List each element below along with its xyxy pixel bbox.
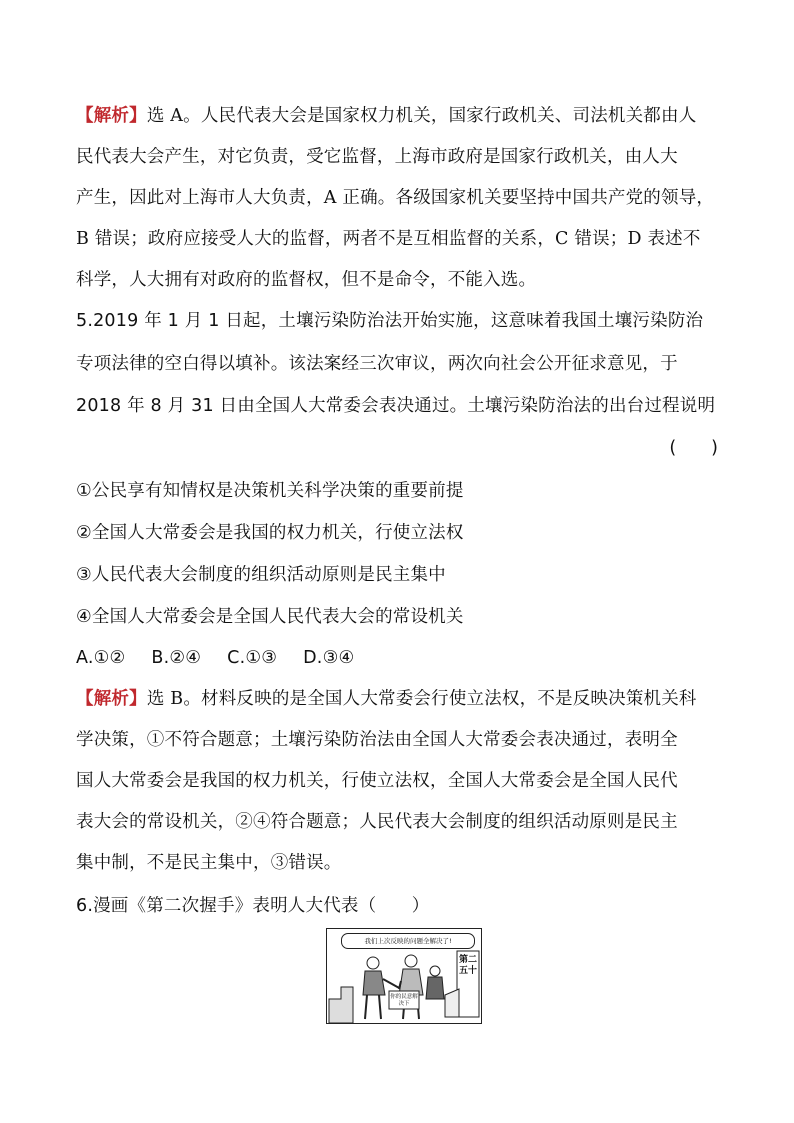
analysis-line: 学决策，①不符合题意；土壤污染防治法由全国人大常委会表决通过，表明全 [76,730,678,750]
answer-parentheses: ( ) [669,438,718,458]
answer-options [76,644,726,672]
option-b[interactable]: B.②④ [151,648,202,668]
statement-item: ③人民代表大会制度的组织活动原则是民主集中 [76,565,446,585]
question-line: 2018 年 8 月 31 日由全国人大常委会表决通过。土壤污染防治法的出台过程说明 [76,396,716,416]
analysis-line: 集中制，不是民主集中，③错误。 [76,853,342,873]
question-line: 6.漫画《第二次握手》表明人大代表（ ） [76,896,430,916]
option-d[interactable]: D.③④ [303,648,355,668]
analysis-text: 选 B。材料反映的是全国人大常委会行使立法权，不是反映决策机关科 [146,689,697,709]
option-a[interactable]: A.①② [76,648,126,668]
analysis-line: 科学，人大拥有对政府的监督权，但不是命令，不能入选。 [76,270,537,290]
analysis-line: 表大会的常设机关，②④符合题意；人民代表大会制度的组织活动原则是民主 [76,812,678,832]
analysis-line [76,102,726,130]
analysis-line: B 错误；政府应接受人大的监督，两者不是互相监督的关系，C 错误；D 表述不 [76,229,701,249]
statement-item: ②全国人大常委会是我国的权力机关，行使立法权 [76,523,464,543]
speech-bubble: 我们上次反映的问题全解决了! [341,933,475,949]
analysis-tag: 【解析】 [76,689,147,709]
analysis-line: 产生，因此对上海市人大负责，A 正确。各级国家机关要坚持中国共产党的领导， [76,188,715,208]
statement-item: ④全国人大常委会是全国人民代表大会的常设机关 [76,607,464,627]
analysis-text: 选 A。人民代表大会是国家权力机关，国家行政机关、司法机关都由人 [146,106,697,126]
box-label: 你的民意解决下 [390,994,418,1007]
analysis-tag: 【解析】 [76,106,147,126]
analysis-line: 民代表大会产生，对它负责，受它监督，上海市政府是国家行政机关，由人大 [76,147,678,167]
option-c[interactable]: C.①③ [227,648,278,668]
question-line: 专项法律的空白得以填补。该法案经三次审议，两次向社会公开征求意见，于 [76,354,678,374]
question-line: 5.2019 年 1 月 1 日起，土壤污染防治法开始实施，这意味着我国土壤污染防治 [76,311,704,331]
banner-sign: 第二五十 [459,955,478,976]
analysis-line: 国人大常委会是我国的权力机关，行使立法权，全国人大常委会是全国人民代 [76,771,678,791]
statement-item: ①公民享有知情权是决策机关科学决策的重要前提 [76,481,464,501]
comic-second-handshake [326,928,482,1024]
analysis-line [76,685,726,713]
